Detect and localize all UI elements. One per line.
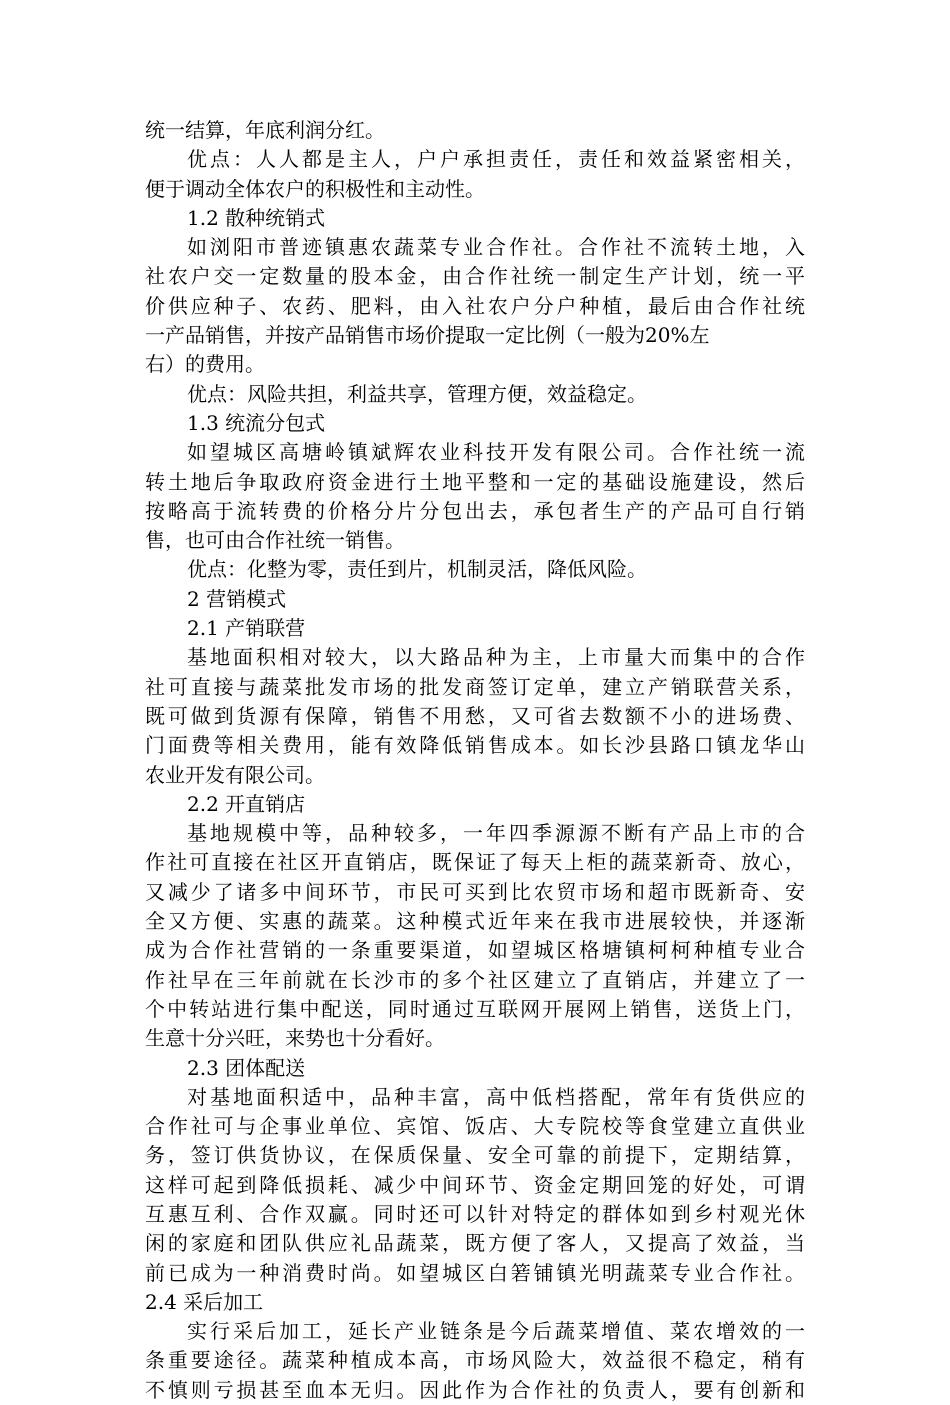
- text-line: 价供应种子、农药、肥料，由入社农户分户种植，最后由合作社统: [145, 293, 805, 318]
- text-line: 这样可起到降低损耗、减少中间环节、资金定期回笼的好处，可谓: [145, 1172, 805, 1197]
- text-line: 条重要途径。蔬菜种植成本高，市场风险大，效益很不稳定，稍有: [145, 1348, 805, 1373]
- text-line: 2 营销模式: [187, 586, 287, 611]
- text-line: 优点：人人都是主人，户户承担责任，责任和效益紧密相关，: [187, 147, 805, 172]
- text-line: 2.3 团体配送: [187, 1055, 306, 1080]
- text-line: 全又方便、实惠的蔬菜。这种模式近年来在我市进展较快，并逐渐: [145, 909, 805, 934]
- text-line: 生意十分兴旺，来势也十分看好。: [145, 1026, 445, 1051]
- text-line: 合作社可与企事业单位、宾馆、饭店、大专院校等食堂建立直供业: [145, 1114, 805, 1139]
- text-line: 对基地面积适中，品种丰富，高中低档搭配，常年有货供应的: [187, 1084, 805, 1109]
- text-line: 2.1 产销联营: [187, 616, 306, 641]
- text-line: 右）的费用。: [145, 352, 265, 377]
- text-line: 售，也可由合作社统一销售。: [145, 528, 405, 553]
- text-line: 1.2 散种统销式: [187, 205, 326, 230]
- text-line: 如浏阳市普迹镇惠农蔬菜专业合作社。合作社不流转土地，入: [187, 235, 805, 260]
- text-line: 转土地后争取政府资金进行土地平整和一定的基础设施建设，然后: [145, 469, 805, 494]
- text-line: 按略高于流转费的价格分片分包出去，承包者生产的产品可自行销: [145, 498, 805, 523]
- text-line: 前已成为一种消费时尚。如望城区白箬铺镇光明蔬菜专业合作社。: [145, 1260, 805, 1285]
- text-line: 优点：化整为零，责任到片，机制灵活，降低风险。: [187, 557, 647, 582]
- text-line: 1.3 统流分包式: [187, 410, 326, 435]
- text-line: 不慎则亏损甚至血本无归。因此作为合作社的负责人，要有创新和: [145, 1377, 805, 1402]
- text-line: 作社早在三年前就在长沙市的多个社区建立了直销店，并建立了一: [145, 967, 805, 992]
- text-line: 2.2 开直销店: [187, 791, 306, 816]
- text-line: 又减少了诸多中间环节，市民可买到比农贸市场和超市既新奇、安: [145, 879, 805, 904]
- text-line: 个中转站进行集中配送，同时通过互联网开展网上销售，送货上门，: [145, 996, 805, 1021]
- text-line: 既可做到货源有保障，销售不用愁，又可省去数额不小的进场费、: [145, 703, 805, 728]
- text-line: 基地面积相对较大，以大路品种为主，上市量大而集中的合作: [187, 645, 805, 670]
- text-line: 实行采后加工，延长产业链条是今后蔬菜增值、菜农增效的一: [187, 1319, 805, 1344]
- text-line: 基地规模中等，品种较多，一年四季源源不断有产品上市的合: [187, 821, 805, 846]
- document-body: [145, 116, 805, 1405]
- text-line: 闲的家庭和团队供应礼品蔬菜，既方便了客人，又提高了效益，当: [145, 1231, 805, 1256]
- text-line: 务，签订供货协议，在保质保量、安全可靠的前提下，定期结算，: [145, 1143, 805, 1168]
- text-line: 社农户交一定数量的股本金，由合作社统一制定生产计划，统一平: [145, 264, 805, 289]
- text-line: 成为合作社营销的一条重要渠道，如望城区格塘镇柯柯种植专业合: [145, 938, 805, 963]
- text-line: 统一结算，年底利润分红。: [145, 118, 385, 142]
- text-line: 优点：风险共担，利益共享，管理方便，效益稳定。: [187, 381, 647, 406]
- text-line: 如望城区高塘岭镇斌辉农业科技开发有限公司。合作社统一流: [187, 440, 805, 465]
- text-line: 一产品销售，并按产品销售市场价提取一定比例（一般为20%左: [145, 323, 710, 348]
- text-line: 2.4 采后加工: [145, 1289, 264, 1314]
- text-line: 互惠互利、合作双赢。同时还可以针对特定的群体如到乡村观光休: [145, 1201, 805, 1226]
- text-line: 门面费等相关费用，能有效降低销售成本。如长沙县路口镇龙华山: [145, 733, 805, 758]
- text-line: 社可直接与蔬菜批发市场的批发商签订定单，建立产销联营关系，: [145, 674, 805, 699]
- text-line: 农业开发有限公司。: [145, 762, 325, 787]
- text-line: 便于调动全体农户的积极性和主动性。: [145, 176, 485, 201]
- text-line: 作社可直接在社区开直销店，既保证了每天上柜的蔬菜新奇、放心，: [145, 850, 805, 875]
